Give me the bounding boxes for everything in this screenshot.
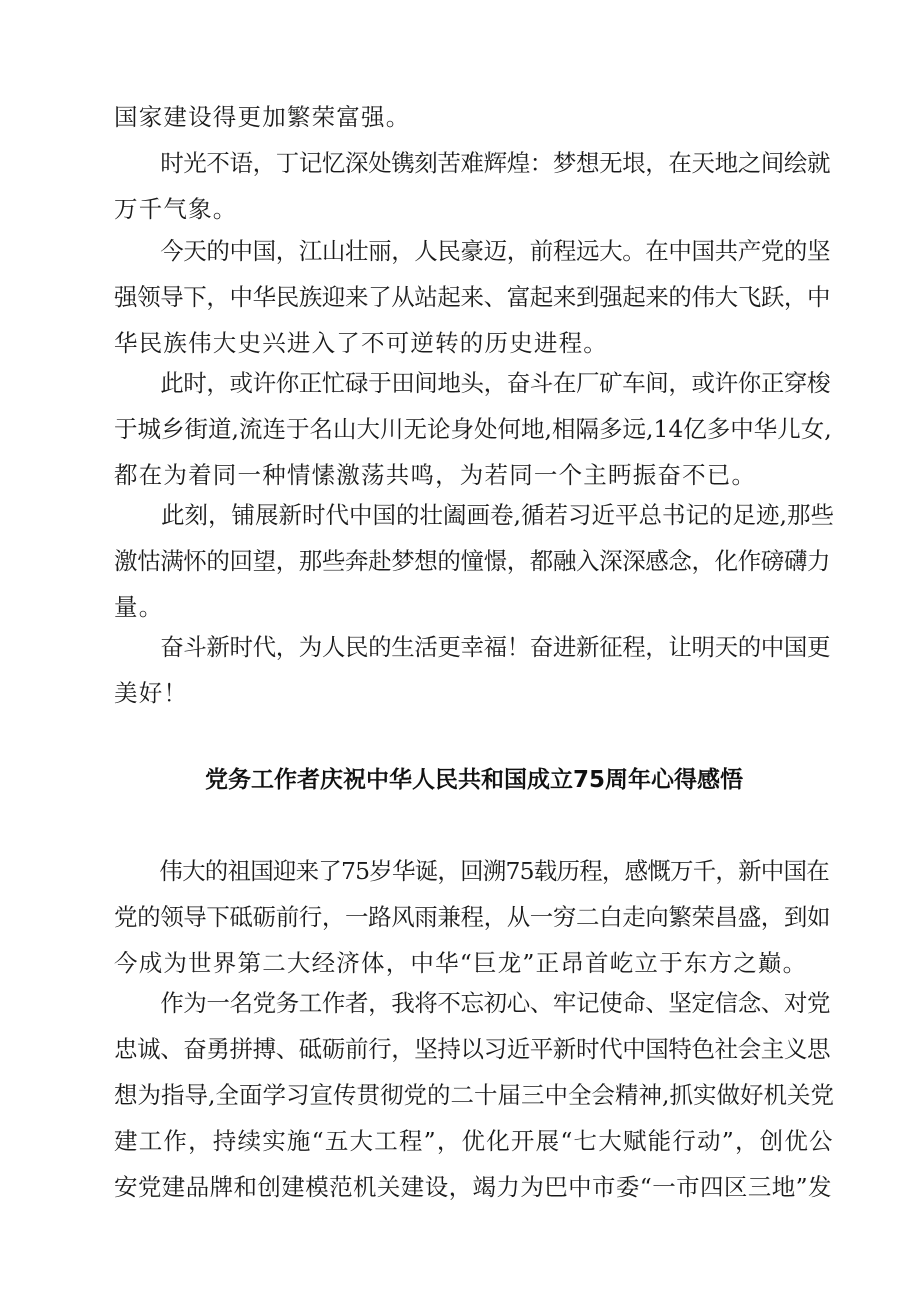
paragraph: [114, 228, 834, 366]
article-title: 党务工作者庆祝中华人民共和国成立75周年心得感悟: [204, 767, 743, 793]
text-line: 国家建设得更加繁荣富强。: [114, 103, 411, 131]
text-line: 党的领导下砥砺前行，一路风雨兼程，从一穷二白走向繁荣昌盛，到如: [114, 903, 831, 931]
paragraph: [114, 624, 834, 716]
paragraph: [114, 848, 834, 986]
text-line: 忠诚、奋勇拼搏、砥砺前行，坚持以习近平新时代中国特色社会主义思: [114, 1035, 831, 1063]
paragraph: [114, 980, 834, 1210]
text-line: 伟大的祖国迎来了75岁华诞，回溯75载历程，感慨万千，新中国在: [114, 857, 829, 885]
text-line: 都在为着同一种情愫激荡共鸣，为若同一个主眄振奋不已。: [114, 461, 757, 489]
text-line: 美好！: [114, 679, 189, 707]
text-line: 此时，或许你正忙碌于田间地头，奋斗在厂矿车间，或许你正穿梭: [114, 369, 831, 397]
paragraph: [114, 94, 834, 140]
text-line: 量。: [114, 593, 164, 621]
text-line: 此刻，铺展新时代中国的壮阖画卷,循若习近平总书记的足迹,那些: [114, 501, 834, 529]
text-line: 强领导下，中华民族迎来了从站起来、富起来到强起来的伟大飞跃，中: [114, 283, 831, 311]
text-line: 作为一名党务工作者，我将不忘初心、牢记使命、坚定信念、对党: [114, 989, 831, 1017]
text-line: 万千气象。: [114, 195, 238, 223]
text-line: 于城乡街道,流连于名山大川无论身处何地,相隔多远,14亿多中华儿女,: [114, 415, 832, 443]
text-line: 想为指导,全面学习宣传贯彻党的二十届三中全会精神,抓实做好机关党: [114, 1081, 834, 1109]
text-line: 奋斗新时代，为人民的生活更幸福！奋进新征程，让明天的中国更: [114, 633, 831, 661]
text-line: 建工作，持续实施“五大工程”，优化开展“七大赋能行动”，创优公: [114, 1127, 834, 1155]
paragraph: [114, 140, 834, 232]
paragraph: [114, 492, 834, 630]
paragraph: [114, 360, 834, 498]
text-line: 今成为世界第二大经济体，中华“巨龙”正昂首屹立于东方之巅。: [114, 949, 808, 977]
text-line: 时光不语，丁记忆深处镌刻苦难辉煌：梦想无垠，在天地之间绘就: [114, 149, 831, 177]
text-line: 华民族伟大史兴进入了不可逆转的历史进程。: [114, 329, 608, 357]
text-line: 今天的中国，江山壮丽，人民豪迈，前程远大。在中国共产党的坚: [114, 237, 831, 265]
text-line: 激怙满怀的回望，那些奔赴梦想的憧憬，都融入深深感念，化作磅礴力: [114, 547, 831, 575]
text-line: 安党建品牌和创建模范机关建设，竭力为巴中市委“一市四区三地”发: [114, 1173, 832, 1201]
